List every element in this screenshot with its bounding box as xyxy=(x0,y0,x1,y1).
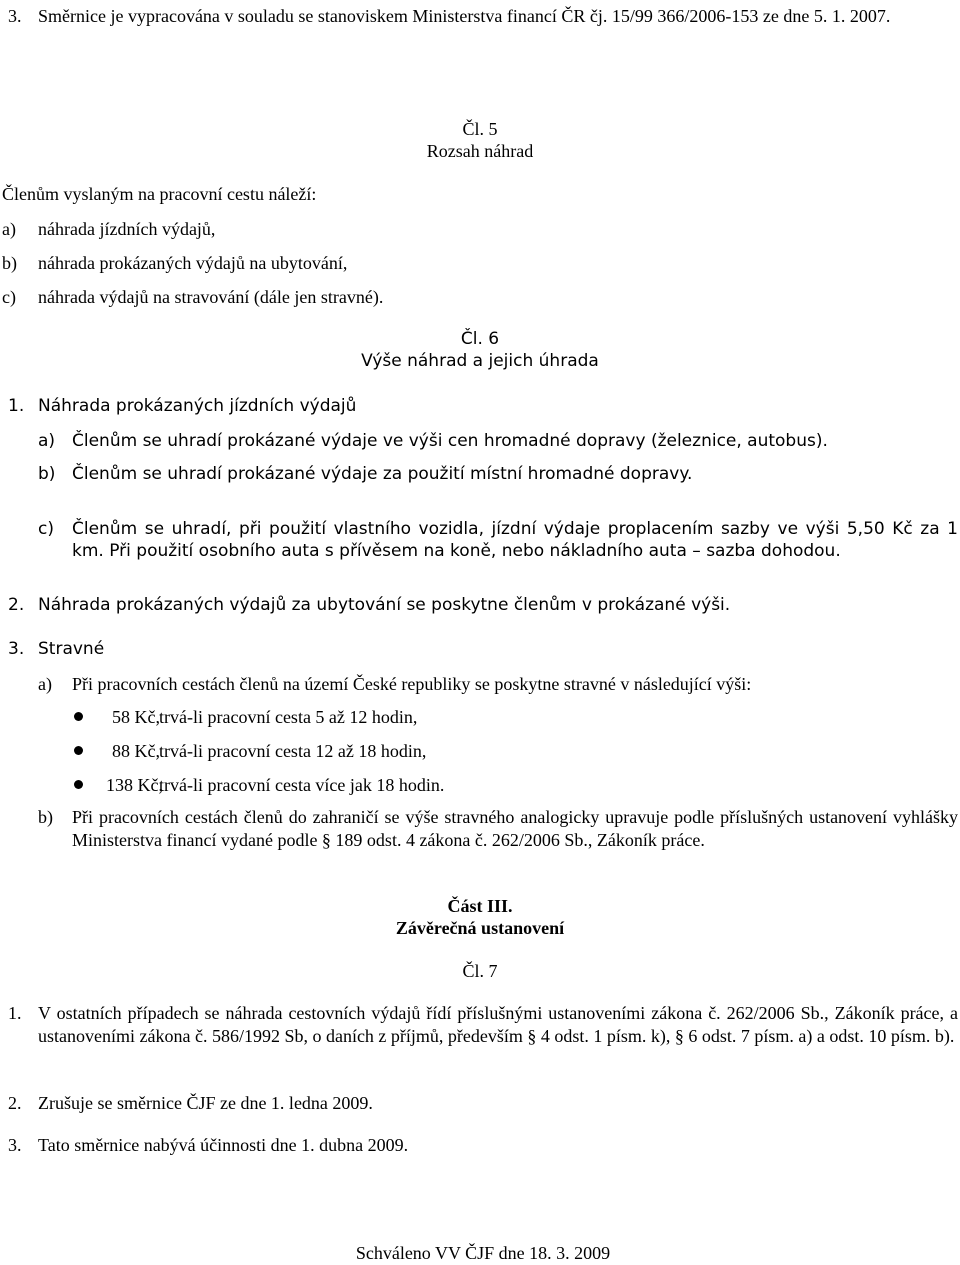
section-1-b-marker: b) xyxy=(38,464,56,484)
section-3-title: Stravné xyxy=(38,639,105,659)
article-5-item-marker: b) xyxy=(2,253,17,273)
final-item-text: Zrušuje se směrnice ČJF ze dne 1. ledna 2009. xyxy=(38,1093,373,1113)
article-5-item: náhrada jízdních výdajů, xyxy=(38,219,216,239)
final-item-text: Tato směrnice nabývá účinnosti dne 1. dubna 2009. xyxy=(38,1135,409,1155)
article-6-subheading: Výše náhrad a jejich úhrada xyxy=(361,351,599,371)
intro-text: Směrnice je vypracována v souladu se stanoviskem Ministerstva financí ČR čj. 15/99 366/2006-153 ze dne 5. 1. 2007. xyxy=(38,6,891,26)
section-1-c-text: Členům se uhradí, při použití vlastního vozidla, jízdní výdaje proplacením sazby ve výši 5,50 Kč za 1 km. Při použití osobního auta s přívěsem na koně, nebo nákladního auta – sazba dohodou. xyxy=(72,519,958,561)
article-5-heading: Čl. 5 xyxy=(462,119,498,139)
section-1-title: Náhrada prokázaných jízdních výdajů xyxy=(38,396,357,416)
intro-number: 3. xyxy=(8,6,22,26)
section-1-c-marker: c) xyxy=(38,519,54,539)
section-1-b-text: Členům se uhradí prokázané výdaje za použití místní hromadné dopravy. xyxy=(72,464,693,484)
meal-allowance-amount: 88 Kč, xyxy=(112,741,160,761)
meal-allowance-text: trvá-li pracovní cesta více jak 18 hodin. xyxy=(159,775,445,795)
article-5-lead: Členům vyslaným na pracovní cestu náleží: xyxy=(2,184,317,204)
approval-footer: Schváleno VV ČJF dne 18. 3. 2009 xyxy=(355,1243,611,1263)
section-2-number: 2. xyxy=(8,595,25,615)
article-6-heading: Čl. 6 xyxy=(460,329,500,349)
section-3-b-marker: b) xyxy=(38,807,53,827)
final-item-number: 3. xyxy=(8,1135,22,1155)
part-3-title: Část III. xyxy=(447,896,513,916)
part-3-subtitle: Závěrečná ustanovení xyxy=(395,918,565,938)
article-5-item-marker: c) xyxy=(2,287,16,307)
bullet-icon xyxy=(74,712,83,721)
bullet-icon xyxy=(74,746,83,755)
final-item-number: 1. xyxy=(8,1003,22,1023)
meal-allowance-text: trvá-li pracovní cesta 5 až 12 hodin, xyxy=(159,707,418,727)
meal-allowance-text: trvá-li pracovní cesta 12 až 18 hodin, xyxy=(159,741,427,761)
article-5-item: náhrada prokázaných výdajů na ubytování, xyxy=(38,253,348,273)
section-3-a-marker: a) xyxy=(38,674,52,694)
section-3-number: 3. xyxy=(8,639,25,659)
final-item-text: V ostatních případech se náhrada cestovních výdajů řídí příslušnými ustanoveními zákona č. 262/2006 Sb., Zákoník práce, a ustanoveními zákona č. 586/1992 Sb, o daních z příjmů, především § 4 odst. 1 písm. k), § 6 odst. 7 písm. a) a odst. 10 písm. b). xyxy=(38,1003,958,1046)
section-1-a-marker: a) xyxy=(38,431,56,451)
section-2-text: Náhrada prokázaných výdajů za ubytování se poskytne členům v prokázané výši. xyxy=(38,595,731,615)
section-3-a-text: Při pracovních cestách členů na území České republiky se poskytne stravné v následující výši: xyxy=(72,674,752,694)
section-1-a-text: Členům se uhradí prokázané výdaje ve výši cen hromadné dopravy (železnice, autobus). xyxy=(72,431,828,451)
bullet-icon xyxy=(74,780,83,789)
article-5-item: náhrada výdajů na stravování (dále jen stravné). xyxy=(38,287,384,307)
section-3-b-text: Při pracovních cestách členů do zahraničí se výše stravného analogicky upravuje podle příslušných ustanovení vyhlášky Ministerstva financí vydané podle § 189 odst. 4 zákona č. 262/2006 Sb., Zákoník práce. xyxy=(72,807,958,850)
final-item-number: 2. xyxy=(8,1093,22,1113)
article-7-heading: Čl. 7 xyxy=(462,961,498,981)
article-5-item-marker: a) xyxy=(2,219,16,239)
meal-allowance-amount: 138 Kč, xyxy=(106,775,163,795)
article-5-subheading: Rozsah náhrad xyxy=(426,141,534,161)
meal-allowance-amount: 58 Kč, xyxy=(112,707,160,727)
section-1-number: 1. xyxy=(8,396,25,416)
